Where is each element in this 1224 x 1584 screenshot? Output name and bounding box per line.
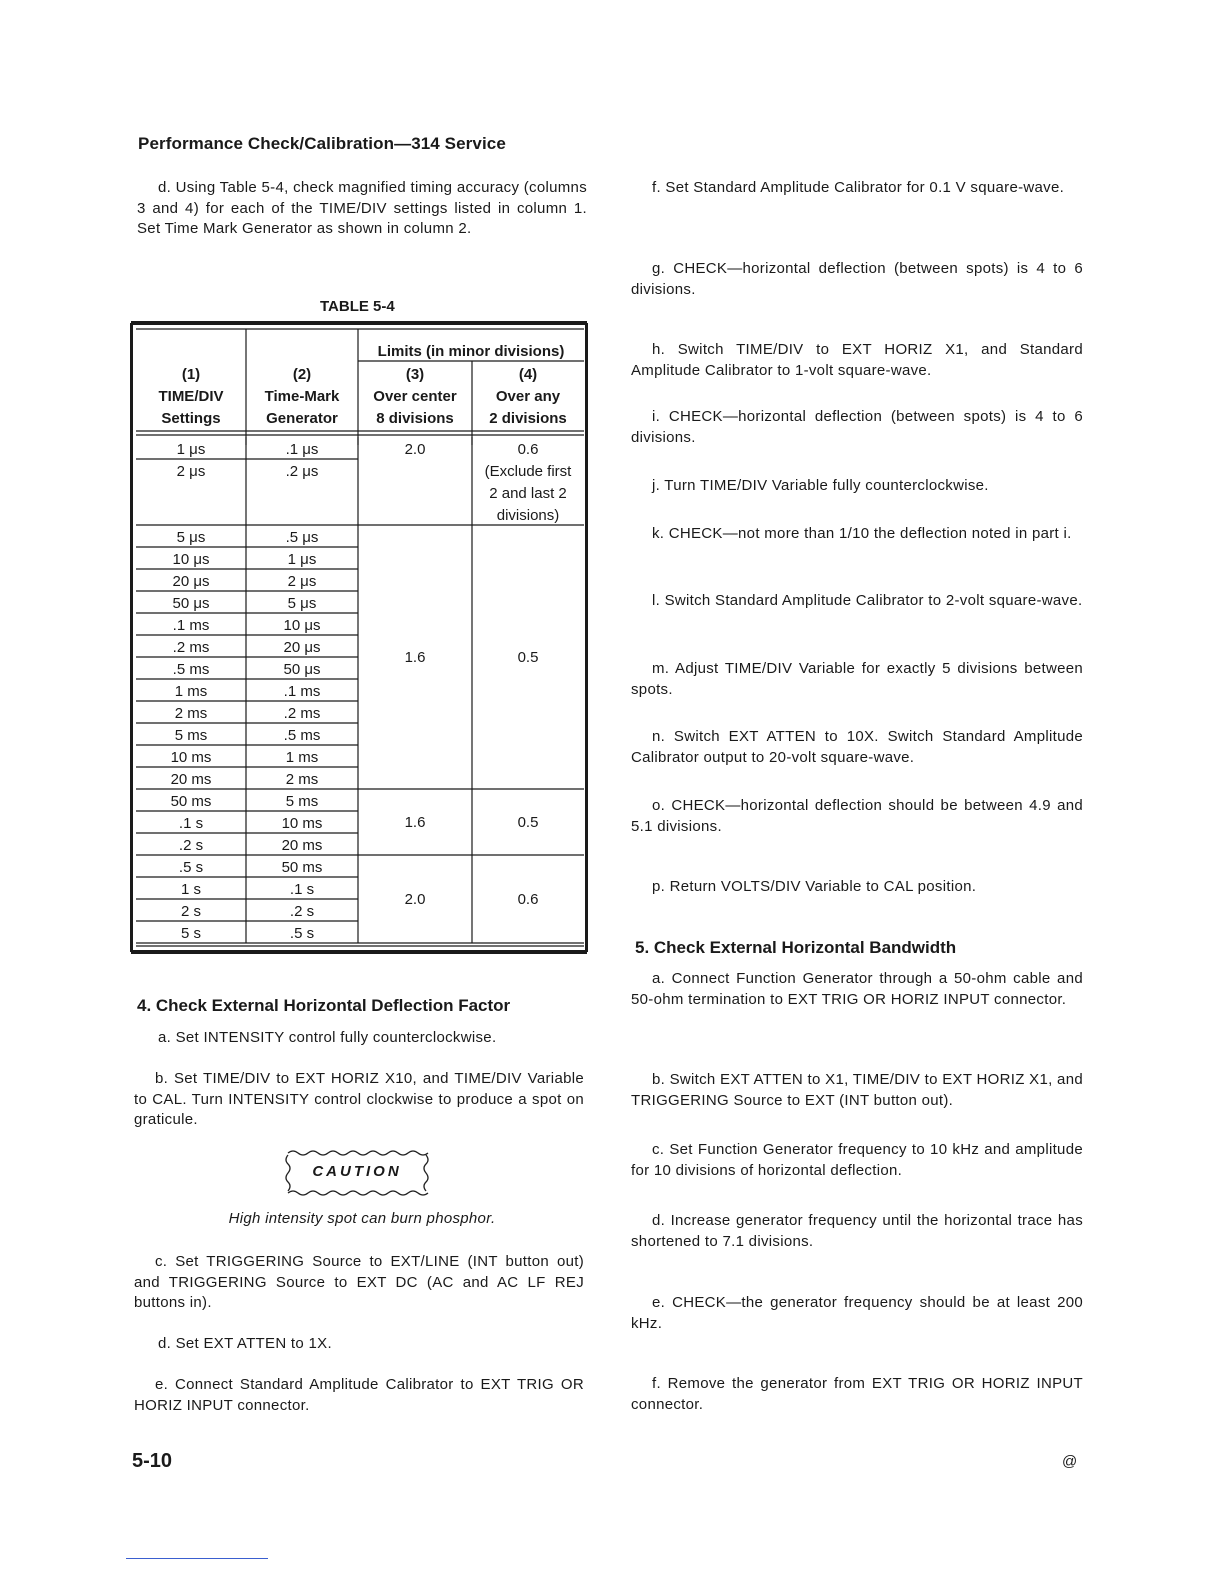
- time-div-setting: 5 μs: [176, 529, 206, 546]
- limit-center-value: 1.6: [404, 649, 426, 666]
- group-header-text: Limits (in minor divisions): [377, 343, 565, 360]
- step-m: m. Adjust TIME/DIV Variable for exactly 5 divisions between spots.: [631, 660, 1083, 698]
- section-5-heading: 5. Check External Horizontal Bandwidth: [635, 938, 957, 957]
- limit-any-value: divisions): [496, 507, 560, 524]
- column-header-text: Over center: [373, 388, 457, 405]
- time-mark-value: 50 μs: [283, 661, 321, 678]
- time-div-setting: 5 ms: [174, 727, 208, 744]
- caution-label: CAUTION: [312, 1163, 402, 1180]
- step-n: n. Switch EXT ATTEN to 10X. Switch Standard Amplitude Calibrator output to 20-volt square-wave.: [631, 728, 1083, 766]
- section-5-step-a: a. Connect Function Generator through a 50-ohm cable and 50-ohm termination to EXT TRIG OR HORIZ INPUT connector.: [631, 970, 1083, 1008]
- time-mark-value: .5 μs: [285, 529, 319, 546]
- section-4-step-d: d. Set EXT ATTEN to 1X.: [158, 1335, 332, 1352]
- column-header-text: 2 divisions: [489, 410, 567, 427]
- section-4-step-b: b. Set TIME/DIV to EXT HORIZ X10, and TIME/DIV Variable to CAL. Turn INTENSITY control clockwise to produce a spot on graticule.: [134, 1070, 584, 1128]
- limit-any-value: 0.5: [517, 814, 539, 831]
- column-header-text: (2): [292, 366, 312, 383]
- time-div-setting: .1 ms: [172, 617, 210, 634]
- step-g: g. CHECK—horizontal deflection (between spots) is 4 to 6 divisions.: [631, 260, 1083, 298]
- step-f: f. Set Standard Amplitude Calibrator for 0.1 V square-wave.: [652, 179, 1065, 196]
- time-mark-value: 10 ms: [281, 815, 323, 832]
- page-number: 5-10: [132, 1450, 173, 1472]
- time-mark-value: 2 μs: [287, 573, 317, 590]
- time-mark-value: 20 ms: [281, 837, 323, 854]
- time-div-setting: 5 s: [180, 925, 202, 942]
- time-div-setting: .2 s: [178, 837, 204, 854]
- time-div-setting: .5 ms: [172, 661, 210, 678]
- column-header-text: (3): [405, 366, 425, 383]
- time-div-setting: 2 s: [180, 903, 202, 920]
- limit-any-value: (Exclude first: [484, 463, 572, 480]
- limit-center-value: 2.0: [404, 441, 426, 458]
- caution-box: [284, 1149, 430, 1197]
- time-div-setting: 1 μs: [176, 441, 206, 458]
- section-4-step-e: e. Connect Standard Amplitude Calibrator to EXT TRIG OR HORIZ INPUT connector.: [134, 1376, 584, 1414]
- time-div-setting: 10 μs: [172, 551, 210, 568]
- section-5-step-e: e. CHECK—the generator frequency should be at least 200 kHz.: [631, 1294, 1083, 1332]
- limit-any-value: 0.5: [517, 649, 539, 666]
- time-mark-value: .1 μs: [285, 441, 319, 458]
- time-mark-value: 1 ms: [285, 749, 319, 766]
- limit-any-value: 0.6: [517, 441, 539, 458]
- column-header-text: (1): [181, 366, 201, 383]
- time-mark-value: .5 ms: [283, 727, 321, 744]
- column-header-text: (4): [518, 366, 538, 383]
- time-mark-value: 50 ms: [281, 859, 323, 876]
- step-d-paragraph: d. Using Table 5-4, check magnified timing accuracy (columns 3 and 4) for each of the TIME/DIV settings listed in column 1. Set Time Mark Generator as shown in column 2.: [137, 179, 587, 237]
- time-div-setting: 20 ms: [170, 771, 212, 788]
- step-k: k. CHECK—not more than 1/10 the deflection noted in part i.: [652, 525, 1072, 542]
- time-mark-value: 1 μs: [287, 551, 317, 568]
- column-header-text: Over any: [495, 388, 561, 405]
- time-div-setting: 2 μs: [176, 463, 206, 480]
- time-div-setting: 10 ms: [170, 749, 212, 766]
- time-div-setting: .1 s: [178, 815, 204, 832]
- section-5-step-d: d. Increase generator frequency until the horizontal trace has shortened to 7.1 divisions.: [631, 1212, 1083, 1250]
- section-4-step-a: a. Set INTENSITY control fully counterclockwise.: [158, 1029, 497, 1046]
- limit-center-value: 2.0: [404, 891, 426, 908]
- step-l: l. Switch Standard Amplitude Calibrator to 2-volt square-wave.: [652, 592, 1083, 609]
- section-4-heading: 4. Check External Horizontal Deflection Factor: [137, 996, 511, 1015]
- section-5-step-f: f. Remove the generator from EXT TRIG OR HORIZ INPUT connector.: [631, 1375, 1083, 1413]
- time-div-setting: 1 ms: [174, 683, 208, 700]
- time-div-setting: 50 μs: [172, 595, 210, 612]
- time-mark-value: .5 s: [289, 925, 315, 942]
- step-p: p. Return VOLTS/DIV Variable to CAL position.: [652, 878, 977, 895]
- time-mark-value: 2 ms: [285, 771, 319, 788]
- column-header-text: Settings: [161, 410, 221, 427]
- step-j: j. Turn TIME/DIV Variable fully counterclockwise.: [652, 477, 989, 494]
- time-mark-value: 20 μs: [283, 639, 321, 656]
- time-mark-value: 5 ms: [285, 793, 319, 810]
- time-div-setting: 1 s: [180, 881, 202, 898]
- page-header: Performance Check/Calibration—314 Service: [138, 134, 506, 153]
- limit-center-value: 1.6: [404, 814, 426, 831]
- time-mark-value: .1 s: [289, 881, 315, 898]
- column-header-text: TIME/DIV: [158, 388, 224, 405]
- column-header-text: 8 divisions: [376, 410, 454, 427]
- caution-text: High intensity spot can burn phosphor.: [228, 1210, 496, 1227]
- time-div-setting: .2 ms: [172, 639, 210, 656]
- time-mark-value: .2 μs: [285, 463, 319, 480]
- corner-mark: @: [1062, 1453, 1078, 1470]
- time-mark-value: .2 s: [289, 903, 315, 920]
- section-4-step-c: c. Set TRIGGERING Source to EXT/LINE (INT button out) and TRIGGERING Source to EXT DC (AC and AC LF REJ buttons in).: [134, 1253, 584, 1311]
- step-o: o. CHECK—horizontal deflection should be between 4.9 and 5.1 divisions.: [631, 797, 1083, 835]
- footer-rule: [126, 1558, 268, 1559]
- limit-any-value: 0.6: [517, 891, 539, 908]
- step-i: i. CHECK—horizontal deflection (between spots) is 4 to 6 divisions.: [631, 408, 1083, 446]
- time-div-setting: 50 ms: [170, 793, 212, 810]
- column-header-text: Generator: [266, 410, 338, 427]
- time-div-setting: 20 μs: [172, 573, 210, 590]
- time-mark-value: .1 ms: [283, 683, 321, 700]
- section-5-step-c: c. Set Function Generator frequency to 10 kHz and amplitude for 10 divisions of horizontal deflection.: [631, 1141, 1083, 1179]
- time-mark-value: 5 μs: [287, 595, 317, 612]
- time-div-setting: .5 s: [178, 859, 204, 876]
- limit-any-value: 2 and last 2: [489, 485, 567, 502]
- time-div-setting: 2 ms: [174, 705, 208, 722]
- timing-table: [130, 321, 588, 954]
- step-h: h. Switch TIME/DIV to EXT HORIZ X1, and Standard Amplitude Calibrator to 1-volt square-wave.: [631, 341, 1083, 379]
- time-mark-value: .2 ms: [283, 705, 321, 722]
- section-5-step-b: b. Switch EXT ATTEN to X1, TIME/DIV to EXT HORIZ X1, and TRIGGERING Source to EXT (INT button out).: [631, 1071, 1083, 1109]
- time-mark-value: 10 μs: [283, 617, 321, 634]
- column-header-text: Time-Mark: [264, 388, 340, 405]
- table-title: TABLE 5-4: [320, 298, 395, 315]
